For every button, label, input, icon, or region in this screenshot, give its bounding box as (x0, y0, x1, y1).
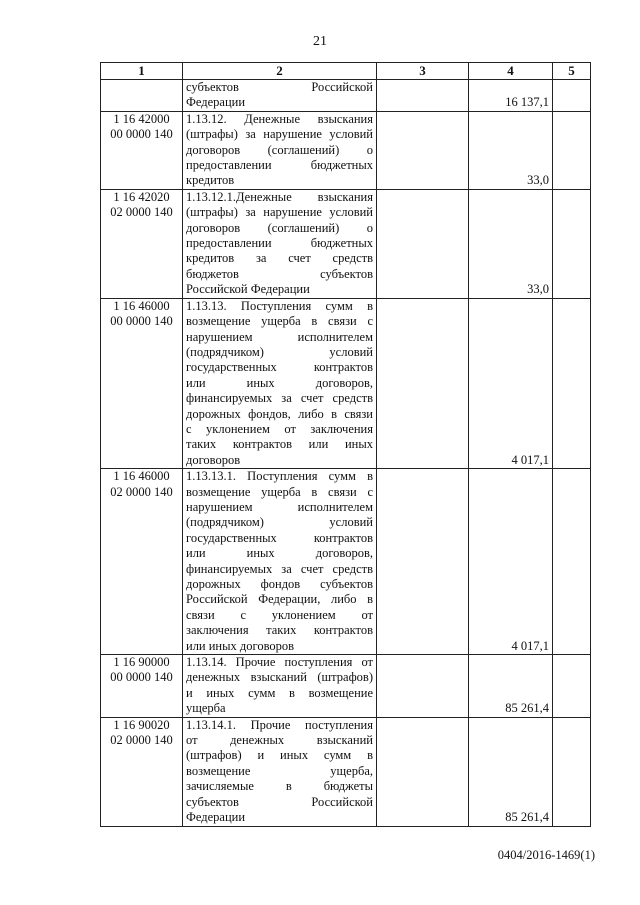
code-line: 1 16 46000 (113, 469, 170, 484)
col5-cell (553, 655, 591, 718)
amount-cell: 33,0 (469, 111, 553, 189)
description-line: (штрафов) и иных сумм в (186, 748, 373, 763)
description-line: и иных сумм в возмещение (186, 685, 373, 700)
description-line: предоставлении бюджетных (186, 158, 373, 173)
col5-cell (553, 469, 591, 655)
description-line: дорожных фондов субъектов (186, 577, 373, 591)
description-line: с уклонением от заключения (186, 421, 373, 436)
amount-cell: 16 137,1 (469, 80, 553, 112)
description-line: договоров (186, 452, 241, 467)
revenue-description (183, 717, 377, 826)
amount-cell: 85 261,4 (469, 717, 553, 826)
description-line: бюджетов субъектов (186, 266, 373, 281)
description-line: финансируемых за счет средств (186, 391, 373, 406)
classification-code (101, 655, 183, 718)
classification-code (101, 189, 183, 298)
description-line: зачисляемые в бюджеты (186, 779, 373, 794)
description-line: возмещение ущерба в связи с (186, 314, 373, 329)
revenue-description (183, 189, 377, 298)
classification-code (101, 298, 183, 468)
description-line: возмещение ущерба, (186, 763, 373, 778)
description-line: от денежных взысканий (186, 733, 373, 748)
description-line: 1.13.12. Денежные взыскания (186, 111, 373, 126)
classification-code (101, 80, 183, 112)
classification-code (101, 111, 183, 189)
description-line: связи с уклонением от (186, 607, 373, 622)
description-line: субъектов Российской (186, 794, 373, 809)
table-row (101, 80, 591, 112)
code-line: 02 0000 140 (110, 205, 173, 220)
col5-cell (553, 80, 591, 112)
table-header-row (101, 63, 591, 80)
table-body (101, 80, 591, 827)
description-line: возмещение ущерба в связи с (186, 484, 373, 499)
code-line: 00 0000 140 (110, 127, 173, 142)
description-line: дорожных фондов, либо в связи (186, 406, 373, 421)
description-line: (подрядчиком) условий (186, 515, 373, 530)
description-line: кредитов за счет средств (186, 251, 373, 266)
col3-cell (377, 80, 469, 112)
amount-cell: 4 017,1 (469, 469, 553, 655)
description-line: (штрафы) за нарушение условий (186, 127, 373, 142)
col3-cell (377, 717, 469, 826)
amount-cell: 33,0 (469, 189, 553, 298)
classification-code (101, 717, 183, 826)
document-code: 0404/2016-1469(1) (497, 848, 595, 862)
description-line: кредитов (186, 173, 235, 188)
header-col-2: 2 (183, 63, 377, 80)
code-line: 1 16 42020 (113, 189, 170, 204)
table-row (101, 469, 591, 655)
revenue-description (183, 469, 377, 655)
col3-cell (377, 655, 469, 718)
description-line: или иных договоров, (186, 375, 373, 390)
code-line: 00 0000 140 (110, 314, 173, 329)
code-line: 1 16 90020 (113, 717, 170, 732)
code-line: 1 16 90000 (113, 655, 170, 670)
code-line: 1 16 42000 (113, 111, 170, 126)
code-line: 02 0000 140 (110, 484, 173, 499)
description-line: 1.13.13. Поступления сумм в (186, 298, 373, 313)
code-line: 02 0000 140 (110, 733, 173, 748)
amount-cell: 4 017,1 (469, 298, 553, 468)
description-line: или иных договоров (186, 638, 295, 653)
description-line: таких контрактов или иных (186, 437, 373, 452)
description-line: ущерба (186, 701, 226, 716)
description-line: Российской Федерации, либо в (186, 592, 373, 607)
revenue-description (183, 655, 377, 718)
col5-cell (553, 189, 591, 298)
description-line: (штрафы) за нарушение условий (186, 205, 373, 220)
amount-cell: 85 261,4 (469, 655, 553, 718)
description-line: 1.13.14. Прочие поступления от (186, 655, 373, 670)
description-line: нарушением исполнителем (186, 329, 373, 344)
description-line: 1.13.14.1. Прочие поступления (186, 717, 373, 732)
description-line: или иных договоров, (186, 546, 373, 561)
description-line: Российской Федерации (186, 282, 310, 297)
description-line: субъектов Российской (186, 80, 373, 94)
description-line: Федерации (186, 810, 246, 825)
description-line: предоставлении бюджетных (186, 236, 373, 251)
code-line: 1 16 46000 (113, 298, 170, 313)
col5-cell (553, 111, 591, 189)
revenue-description (183, 298, 377, 468)
header-col-4: 4 (469, 63, 553, 80)
table-row (101, 655, 591, 718)
description-line: Федерации (186, 95, 246, 110)
page-number: 21 (313, 34, 327, 49)
description-line: нарушением исполнителем (186, 499, 373, 514)
col3-cell (377, 189, 469, 298)
col3-cell (377, 469, 469, 655)
table-row (101, 189, 591, 298)
description-line: 1.13.13.1. Поступления сумм в (186, 469, 373, 484)
code-line: 00 0000 140 (110, 670, 173, 685)
header-col-3: 3 (377, 63, 469, 80)
description-line: государственных контрактов (186, 530, 373, 545)
description-line: договоров (соглашений) о (186, 142, 373, 157)
header-col-1: 1 (101, 63, 183, 80)
col5-cell (553, 298, 591, 468)
description-line: государственных контрактов (186, 360, 373, 375)
table-row (101, 298, 591, 468)
budget-table (100, 62, 591, 827)
description-line: договоров (соглашений) о (186, 220, 373, 235)
revenue-description (183, 80, 377, 112)
classification-code (101, 469, 183, 655)
table-row (101, 111, 591, 189)
description-line: заключения таких контрактов (186, 623, 373, 638)
description-line: 1.13.12.1.Денежные взыскания (186, 189, 373, 204)
col5-cell (553, 717, 591, 826)
col3-cell (377, 298, 469, 468)
description-line: финансируемых за счет средств (186, 561, 373, 576)
col3-cell (377, 111, 469, 189)
description-line: денежных взысканий (штрафов) (186, 670, 373, 685)
table-row (101, 717, 591, 826)
revenue-description (183, 111, 377, 189)
header-col-5: 5 (553, 63, 591, 80)
description-line: (подрядчиком) условий (186, 344, 373, 359)
